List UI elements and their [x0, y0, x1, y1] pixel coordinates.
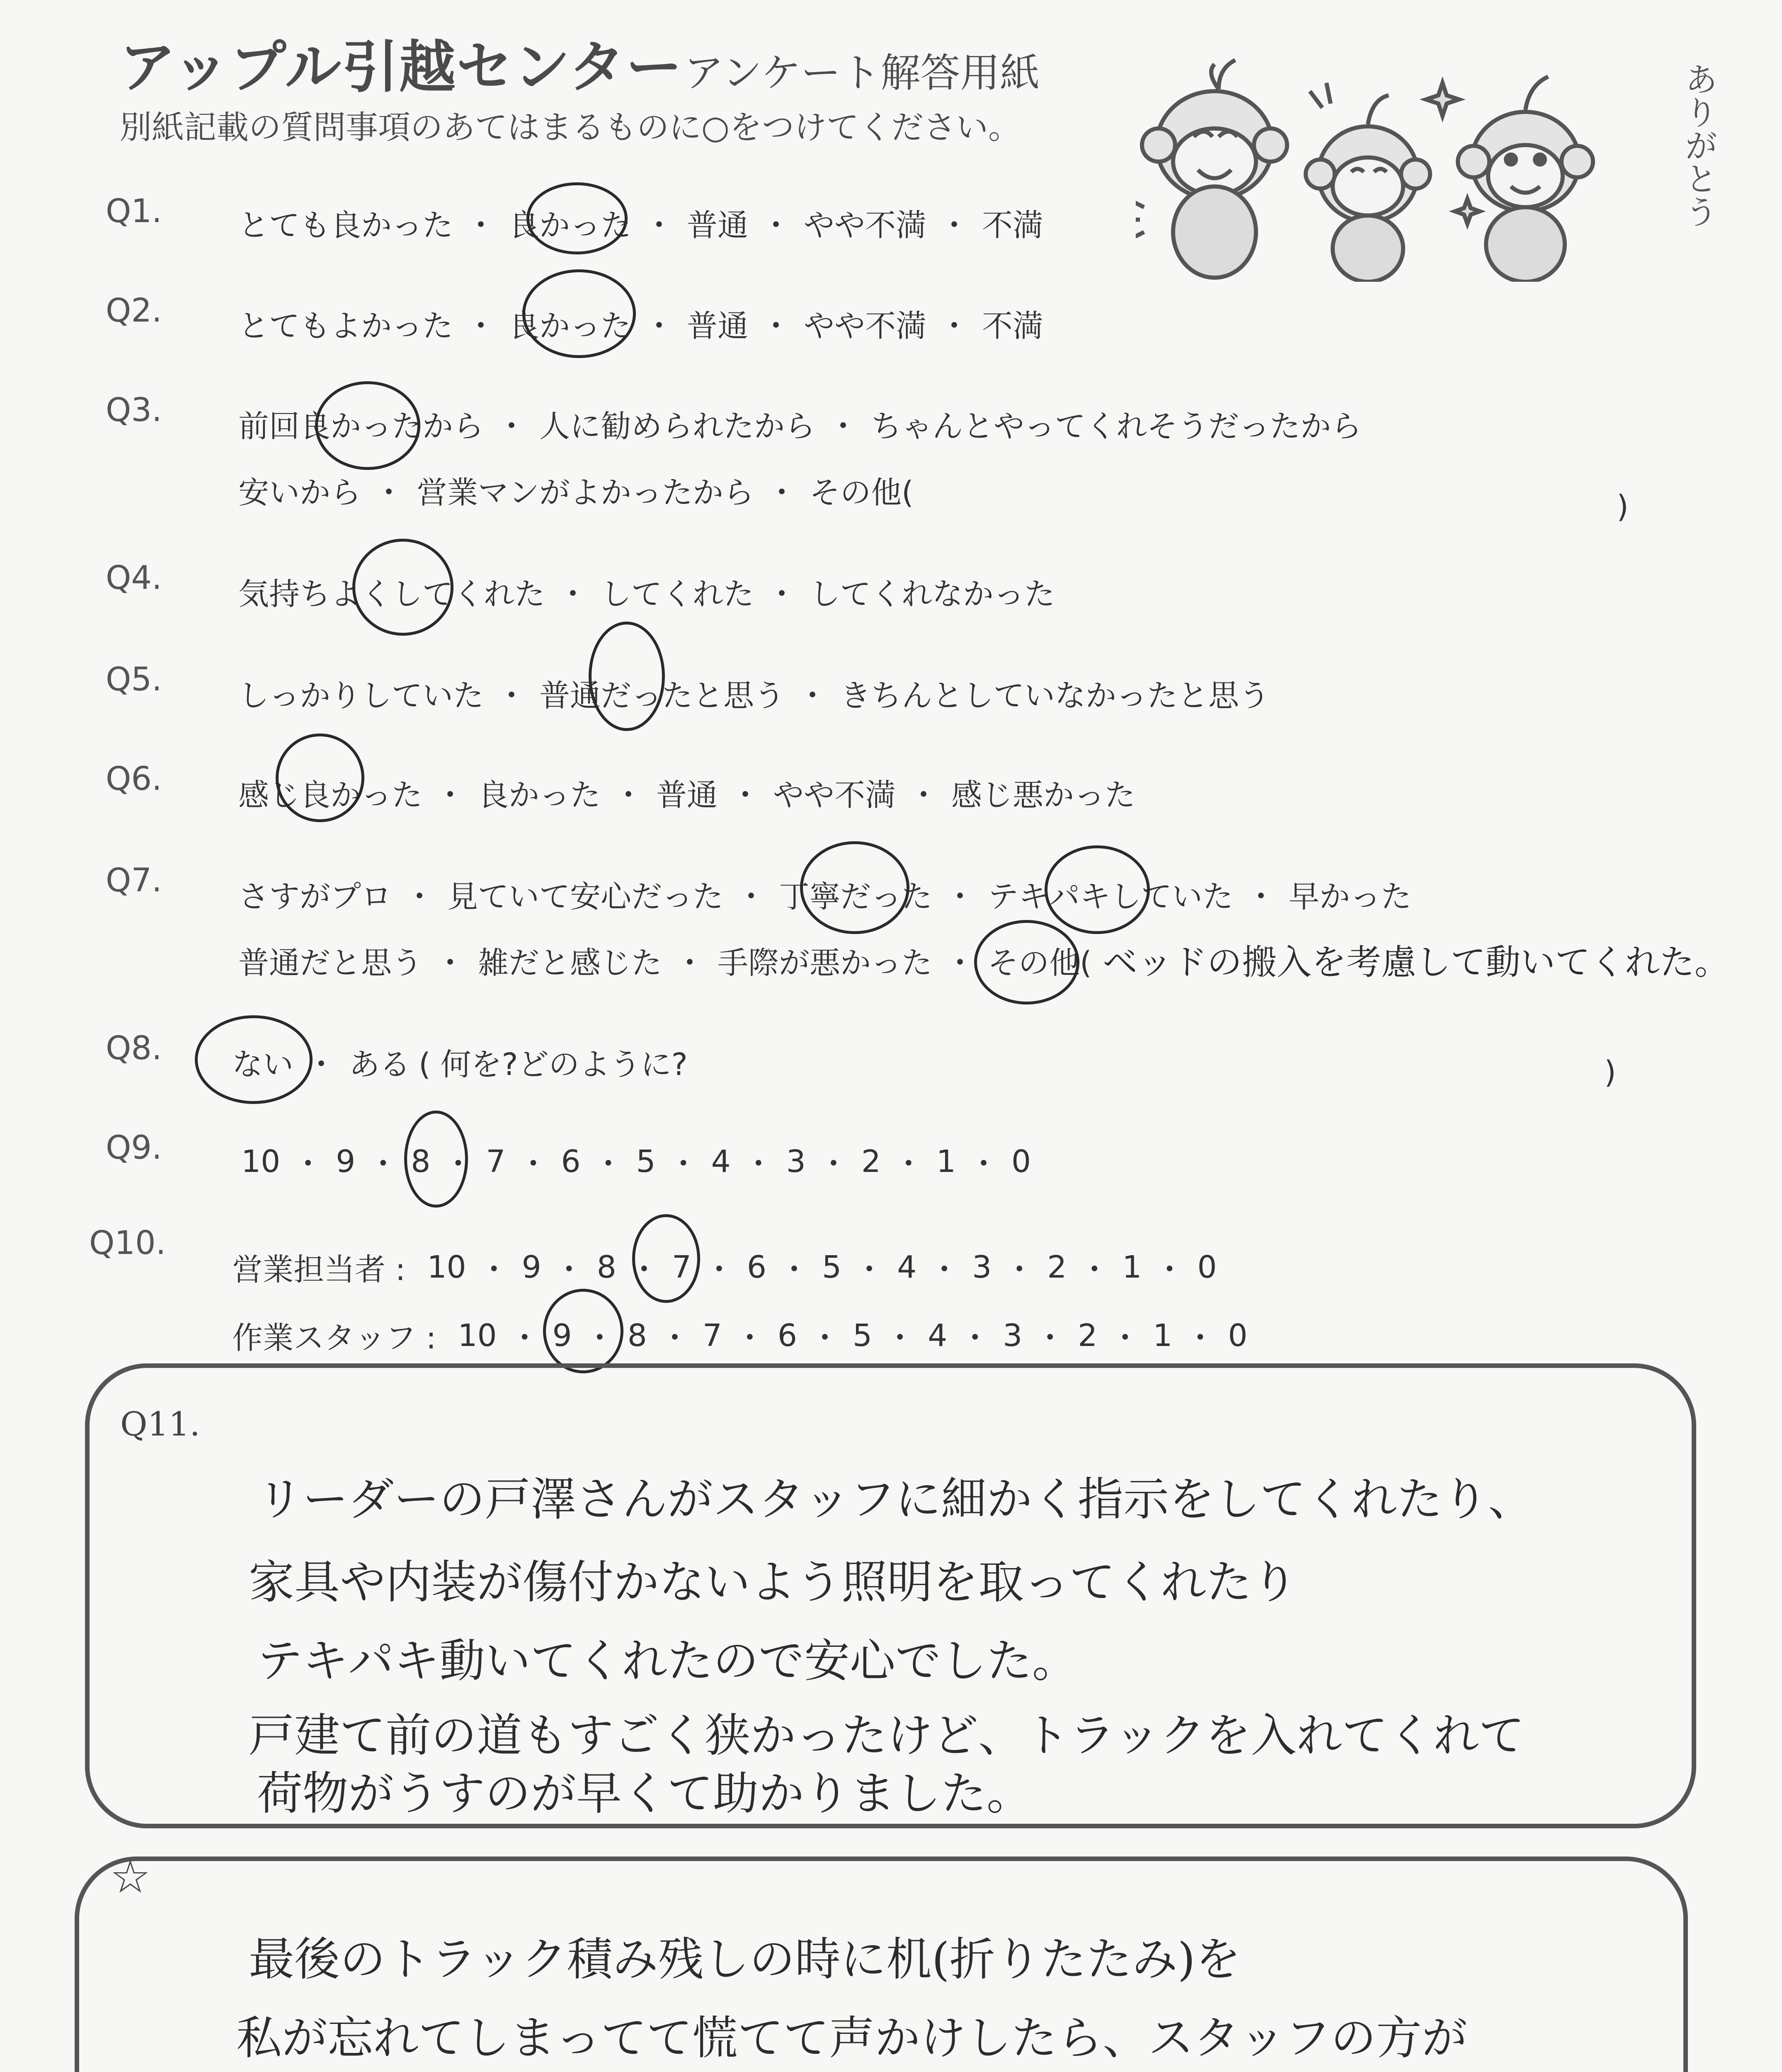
q9-score-5[interactable]: 5	[636, 1144, 656, 1179]
q7-selection-circle-1	[800, 841, 909, 934]
star-line-1: 最後のトラック積み残しの時に机(折りたたみ)を	[249, 1933, 1241, 1986]
q1-option-2[interactable]: 良かった	[509, 208, 631, 243]
q4-options: 気持ちよくしてくれた ・ してくれた ・ してくれなかった	[238, 570, 1055, 614]
q10-sales-score-8[interactable]: 8	[596, 1249, 616, 1285]
q7-option-6[interactable]: 普通だと思う	[238, 945, 422, 981]
q7-option-2[interactable]: 見ていて安心だった	[447, 879, 723, 915]
q10-staff-score-2[interactable]: 2	[1078, 1318, 1098, 1353]
q6-option-5[interactable]: 感じ悪かった	[951, 777, 1135, 813]
q9-score-1[interactable]: 1	[936, 1144, 956, 1179]
q9-score-4[interactable]: 4	[711, 1144, 731, 1179]
q7-other-answer: ベッドの搬入を考慮して動いてくれた。	[1103, 942, 1730, 983]
q10-staff-score-9[interactable]: 9	[552, 1318, 572, 1353]
q1-option-1[interactable]: とても良かった	[238, 208, 453, 243]
q9-number: Q9.	[106, 1129, 162, 1167]
q10-staff-row: 作業スタッフ : 10 ・ 9 ・ 8 ・ 7 ・ 6 ・ 5 ・ 4 ・ 3 ・ 2 ・ 1 ・ 0	[232, 1314, 1257, 1358]
q11-line-5: 荷物がうすのが早くて助かりました。	[257, 1767, 1032, 1820]
q10-sales-score-10[interactable]: 10	[427, 1249, 466, 1285]
q6-selection-circle	[276, 733, 364, 822]
q3-option-6[interactable]: その他(	[810, 475, 914, 511]
q6-option-3[interactable]: 普通	[656, 777, 718, 813]
q8-close-paren: )	[1604, 1055, 1616, 1090]
q2-option-1[interactable]: とてもよかった	[238, 308, 453, 344]
q10-sales-score-6[interactable]: 6	[747, 1249, 767, 1285]
q9-score-0[interactable]: 0	[1011, 1144, 1031, 1179]
q11-line-2: 家具や内装が傷付かないよう照明を取ってくれたり	[249, 1556, 1297, 1609]
q6-option-4[interactable]: やや不満	[773, 777, 896, 813]
arigatou-lettering: ありがとう	[1679, 62, 1718, 228]
q7-selection-circle-3	[974, 920, 1079, 1005]
q3-option-2[interactable]: 人に勧められたから	[539, 409, 815, 444]
q7-options-line2: 普通だと思う ・ 雑だと感じた ・ 手際が悪かった ・ その他(	[238, 939, 1092, 983]
q9-score-6[interactable]: 6	[561, 1144, 581, 1179]
q7-option-4[interactable]: テキパキしていた	[988, 879, 1233, 915]
q3-option-3[interactable]: ちゃんとやってくれそうだったから	[871, 409, 1362, 444]
form-instruction: 別紙記載の質問事項のあてはまるものに○をつけてください。	[119, 109, 1021, 146]
q9-score-7[interactable]: 7	[486, 1144, 506, 1179]
q10-staff-score-6[interactable]: 6	[777, 1318, 798, 1353]
q9-score-2[interactable]: 2	[861, 1144, 881, 1179]
q10-sales-label: 営業担当者 :	[232, 1252, 406, 1288]
form-subtitle: アンケート解答用紙	[684, 50, 1040, 96]
q2-options: とてもよかった ・ 良かった ・ 普通 ・ やや不満 ・ 不満	[238, 302, 1043, 346]
q6-option-2[interactable]: 良かった	[478, 777, 601, 813]
q8-option-2[interactable]: ある	[349, 1047, 410, 1082]
q7-option-3[interactable]: 丁寧だった	[779, 879, 932, 915]
q1-option-3[interactable]: 普通	[687, 208, 748, 243]
q7-option-9[interactable]: その他(	[988, 945, 1092, 981]
q4-option-3[interactable]: してくれなかった	[810, 576, 1055, 612]
q5-option-1[interactable]: しっかりしていた	[238, 678, 484, 714]
q6-option-1[interactable]: 感じ良かった	[238, 777, 422, 813]
q3-close-paren: )	[1617, 489, 1629, 525]
q10-sales-score-5[interactable]: 5	[822, 1249, 842, 1285]
q7-option-7[interactable]: 雑だと感じた	[478, 945, 662, 981]
q11-label: Q11.	[120, 1405, 200, 1443]
q11-line-3: テキパキ動いてくれたので安心でした。	[257, 1634, 1078, 1687]
q7-option-5[interactable]: 早かった	[1289, 879, 1411, 915]
q1-option-5[interactable]: 不満	[982, 208, 1043, 243]
q9-scale: 10 ・ 9 ・ 8 ・ 7 ・ 6 ・ 5 ・ 4 ・ 3 ・ 2 ・ 1 ・ 0	[241, 1144, 1031, 1182]
q1-number: Q1.	[106, 193, 162, 230]
star-label: ☆	[110, 1850, 151, 1903]
q10-staff-score-1[interactable]: 1	[1153, 1318, 1173, 1353]
q10-sales-score-2[interactable]: 2	[1047, 1249, 1067, 1285]
q2-option-5[interactable]: 不満	[982, 308, 1043, 344]
q5-option-2[interactable]: 普通だったと思う	[539, 678, 785, 714]
q10-staff-score-5[interactable]: 5	[853, 1318, 873, 1353]
q5-selection-circle	[589, 622, 665, 731]
q10-sales-score-0[interactable]: 0	[1197, 1249, 1217, 1285]
q3-option-5[interactable]: 営業マンがよかったから	[417, 475, 754, 511]
q5-number: Q5.	[106, 661, 162, 698]
q3-option-1[interactable]: 前回良かったから	[238, 409, 484, 444]
q2-number: Q2.	[106, 292, 162, 329]
q8-selection-circle	[195, 1015, 313, 1104]
q8-number: Q8.	[106, 1030, 162, 1067]
q3-number: Q3.	[106, 392, 162, 429]
q7-option-8[interactable]: 手際が悪かった	[718, 945, 932, 981]
q7-options-line1: さすがプロ ・ 見ていて安心だった ・ 丁寧だった ・ テキパキしていた ・ 早かった	[238, 872, 1411, 916]
q2-selection-circle	[522, 269, 636, 358]
q7-number: Q7.	[106, 862, 162, 899]
q4-option-2[interactable]: してくれた	[601, 576, 754, 612]
q10-staff-score-7[interactable]: 7	[702, 1318, 722, 1353]
q3-option-4[interactable]: 安いから	[238, 475, 361, 511]
q10-staff-score-4[interactable]: 4	[928, 1318, 948, 1353]
q9-score-3[interactable]: 3	[786, 1144, 806, 1179]
q7-option-1[interactable]: さすがプロ	[238, 879, 392, 915]
q3-options-line1: 前回良かったから ・ 人に勧められたから ・ ちゃんとやってくれそうだったから	[238, 402, 1362, 446]
q10-sales-score-1[interactable]: 1	[1122, 1249, 1142, 1285]
q4-selection-circle	[352, 539, 453, 636]
q10-staff-selection-circle	[543, 1289, 623, 1373]
q8-prompt: ( 何を?どのように?	[419, 1047, 688, 1082]
q1-options: とても良かった ・ 良かった ・ 普通 ・ やや不満 ・ 不満	[238, 201, 1043, 245]
q4-number: Q4.	[106, 559, 162, 597]
q10-sales-score-7[interactable]: 7	[672, 1249, 691, 1285]
q6-number: Q6.	[106, 760, 162, 798]
q10-staff-score-8[interactable]: 8	[627, 1318, 647, 1353]
q7-selection-circle-2	[1045, 845, 1150, 934]
q10-sales-selection-circle	[632, 1214, 700, 1303]
q3-options-line2: 安いから ・ 営業マンがよかったから ・ その他(	[238, 468, 914, 512]
q9-score-8[interactable]: 8	[411, 1144, 431, 1179]
q11-line-4: 戸建て前の道もすごく狭かったけど、トラックを入れてくれて	[249, 1709, 1525, 1762]
q2-option-4[interactable]: やや不満	[804, 308, 926, 344]
q4-option-1[interactable]: 気持ちよくしてくれた	[238, 576, 545, 612]
q10-staff-score-3[interactable]: 3	[1003, 1318, 1023, 1353]
q8-option-1[interactable]: ない	[232, 1047, 293, 1082]
q10-number: Q10.	[89, 1225, 166, 1262]
q8-options: ない ・ ある ( 何を?どのように?	[232, 1040, 688, 1084]
q10-sales-score-9[interactable]: 9	[521, 1249, 541, 1285]
q10-staff-score-0[interactable]: 0	[1228, 1318, 1248, 1353]
star-line-2: 私が忘れてしまってて慌てて声かけしたら、スタッフの方が	[236, 2011, 1467, 2065]
q9-score-9[interactable]: 9	[336, 1144, 356, 1179]
q3-selection-circle	[315, 381, 420, 470]
monkey-mascots-illustration	[1136, 50, 1691, 282]
q9-selection-circle	[404, 1111, 468, 1208]
q5-option-3[interactable]: きちんとしていなかったと思う	[840, 678, 1270, 714]
q10-sales-score-3[interactable]: 3	[972, 1249, 992, 1285]
q1-option-4[interactable]: やや不満	[804, 208, 926, 243]
q2-option-2[interactable]: 良かった	[509, 308, 631, 344]
q6-options: 感じ良かった ・ 良かった ・ 普通 ・ やや不満 ・ 感じ悪かった	[238, 771, 1135, 815]
q9-score-10[interactable]: 10	[241, 1144, 281, 1179]
form-title: アップル引越センター	[119, 35, 683, 100]
q5-options: しっかりしていた ・ 普通だったと思う ・ きちんとしていなかったと思う	[238, 671, 1270, 715]
q1-selection-circle	[526, 182, 628, 254]
q10-staff-label: 作業スタッフ :	[232, 1320, 436, 1356]
q10-sales-score-4[interactable]: 4	[897, 1249, 917, 1285]
q10-sales-row: 営業担当者 : 10 ・ 9 ・ 8 ・ 7 ・ 6 ・ 5 ・ 4 ・ 3 ・ 2 ・ 1 ・ 0	[232, 1245, 1226, 1289]
q11-line-1: リーダーの戸澤さんがスタッフに細かく指示をしてくれたり、	[257, 1473, 1534, 1526]
q2-option-3[interactable]: 普通	[687, 308, 748, 344]
q10-staff-score-10[interactable]: 10	[458, 1318, 497, 1353]
